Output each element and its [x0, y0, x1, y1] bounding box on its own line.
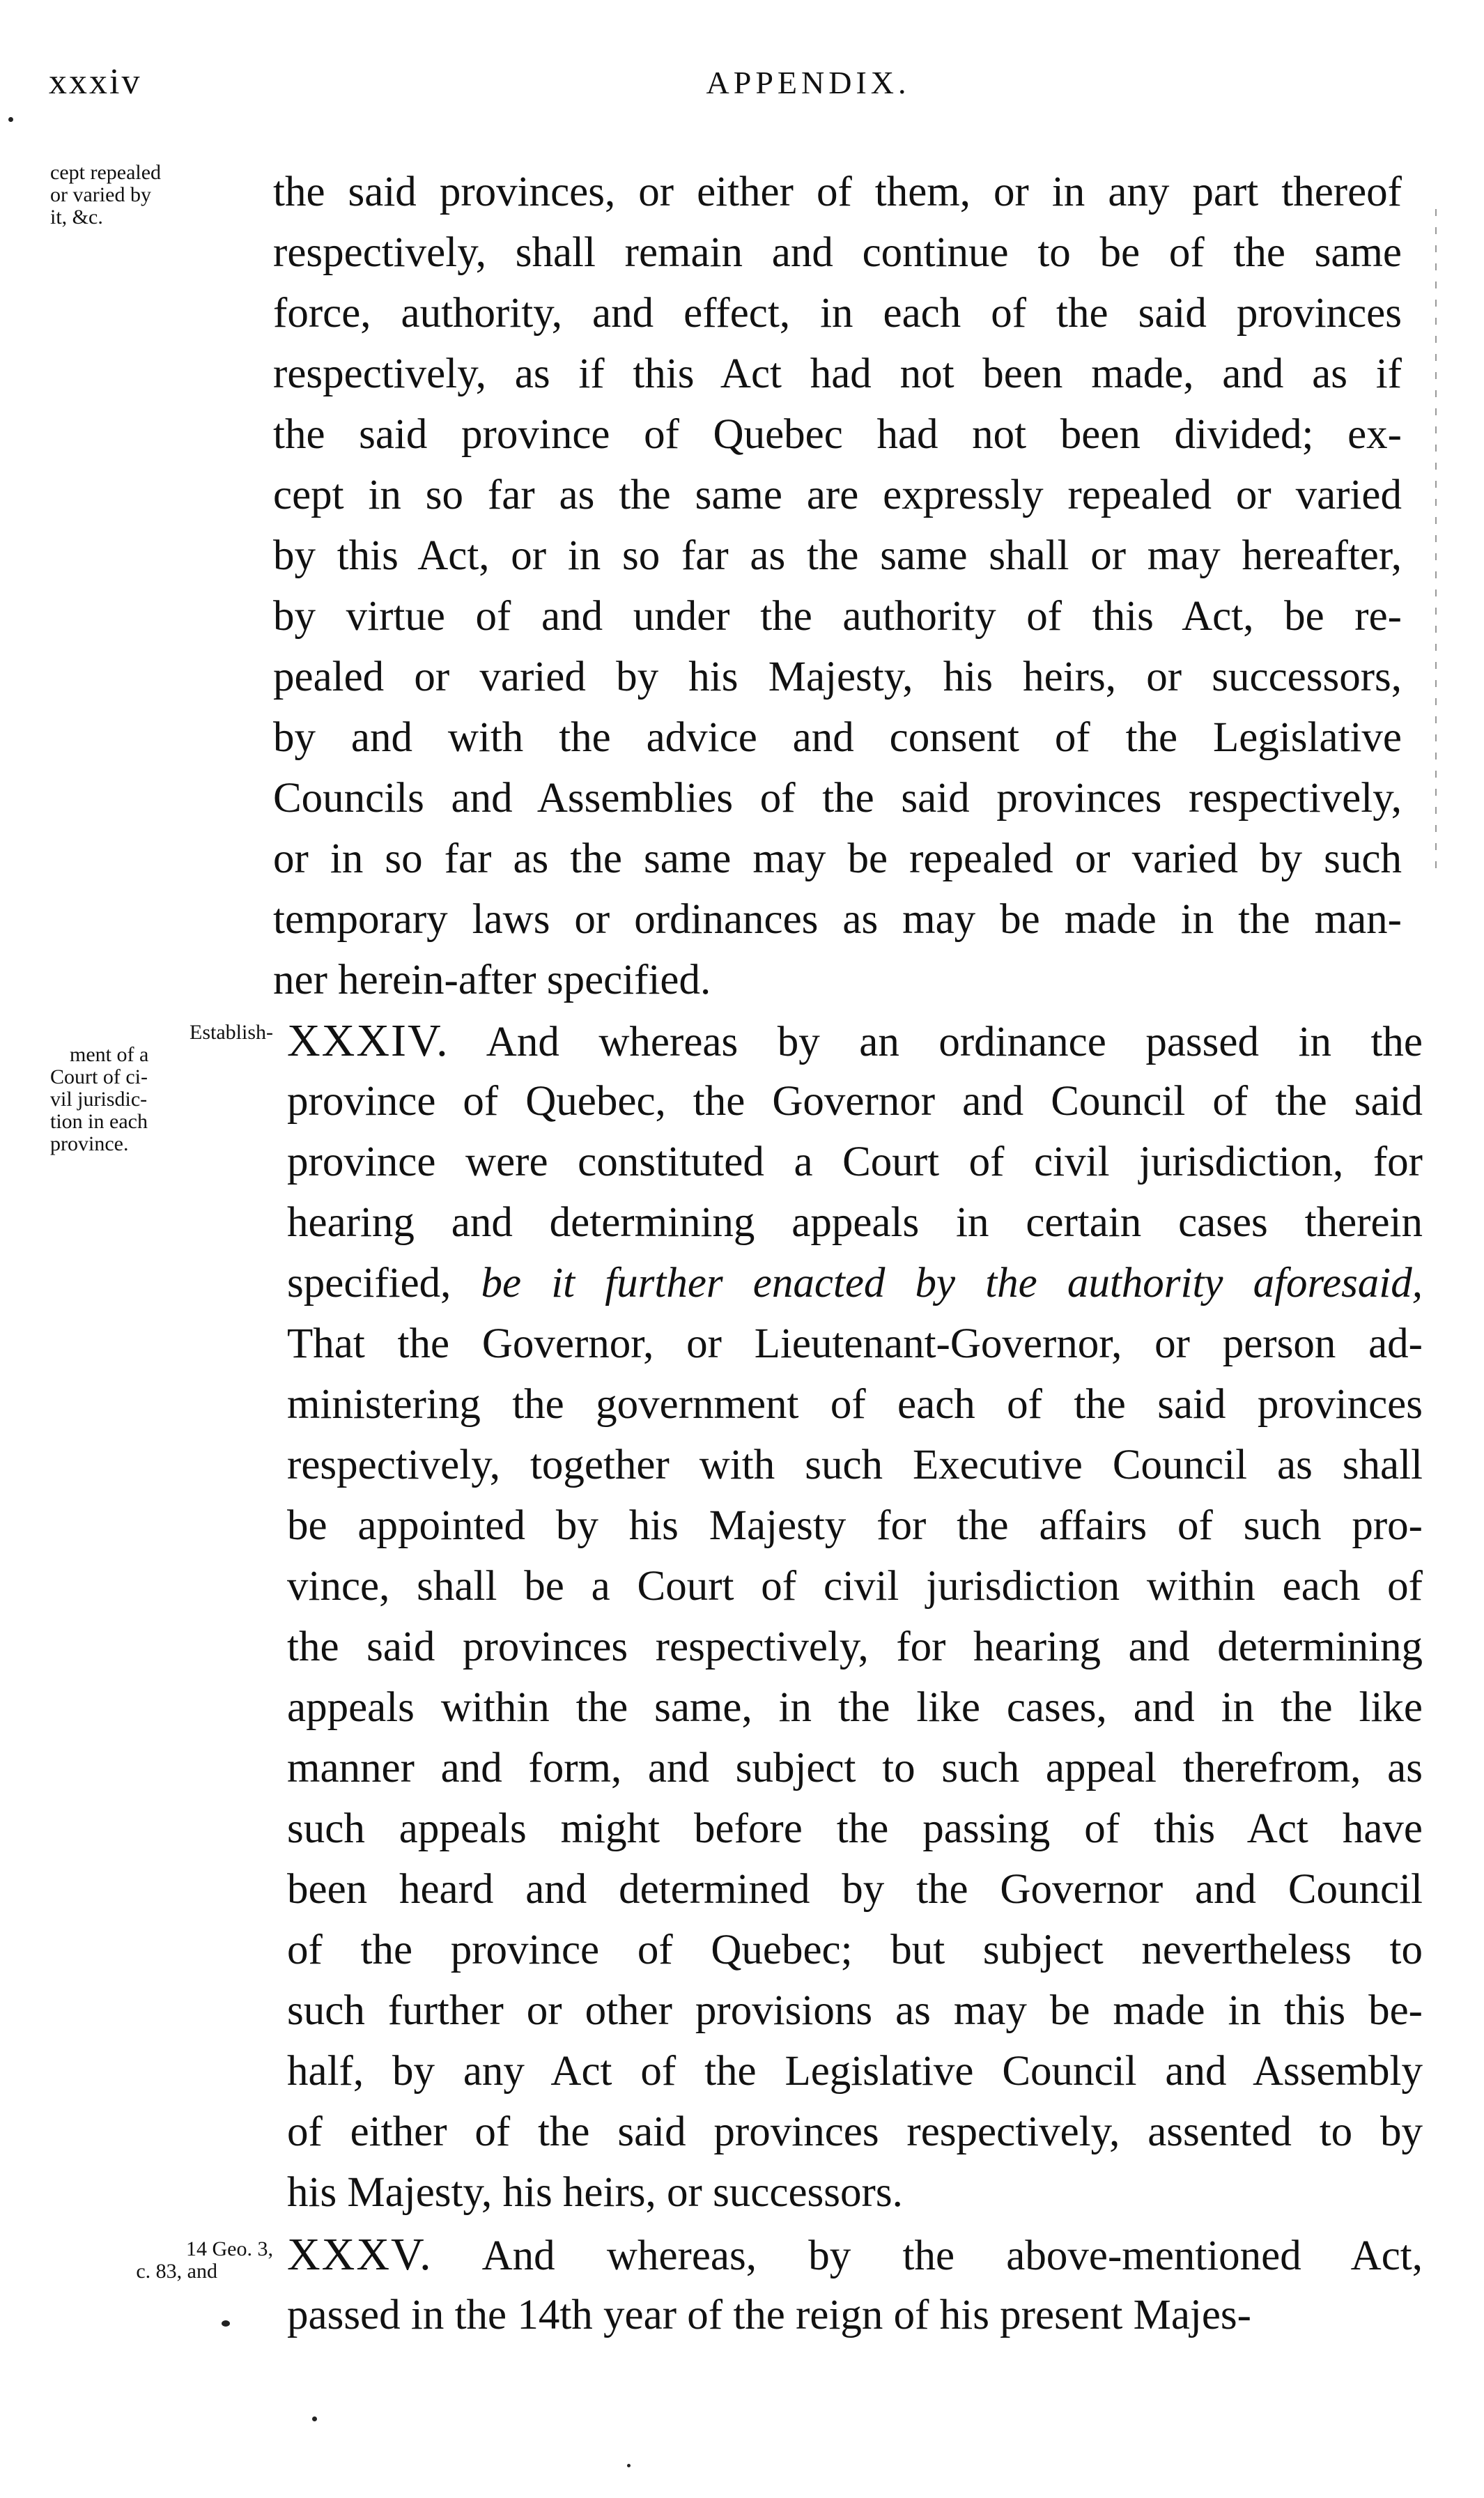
margin-note-line: vil jurisdic- [50, 1088, 148, 1111]
text-line: pealed or varied by his Majesty, his heirs, or successors, [273, 654, 1402, 700]
margin-note-line: Establish- [190, 1021, 273, 1044]
text-line: That the Governor, or Lieutenant-Governor, or person ad- [287, 1320, 1423, 1367]
text-span: And whereas by an ordinance passed in the [486, 1019, 1423, 1065]
text-line: appeals within the same, in the like cases, and in the like [287, 1684, 1423, 1731]
text-line: manner and form, and subject to such appeal therefrom, as [287, 1745, 1423, 1791]
text-line: or in so far as the same may be repealed or varied by such [273, 835, 1402, 882]
text-line: such appeals might before the passing of this Act have [287, 1805, 1423, 1852]
margin-note-line: Court of ci- [50, 1065, 148, 1088]
margin-note-line: 14 Geo. 3, [186, 2237, 273, 2260]
text-line: the said provinces respectively, for hearing and determining [287, 1624, 1423, 1670]
text-line: half, by any Act of the Legislative Council and Assembly [287, 2048, 1423, 2095]
text-line: force, authority, and effect, in each of the said provinces [273, 290, 1402, 337]
text-line: ner herein-after specified. [273, 957, 711, 1003]
ink-speck [627, 2464, 631, 2467]
text-line [287, 1256, 1423, 1311]
text-line: of the province of Quebec; but subject nevertheless to [287, 1927, 1423, 1973]
margin-note-line: tion in each [50, 1110, 148, 1133]
text-line: be appointed by his Majesty for the affairs of such pro- [287, 1502, 1423, 1549]
text-line: passed in the 14th year of the reign of his present Majes- [287, 2292, 1251, 2338]
text-line: hearing and determining appeals in certain cases therein [287, 1199, 1423, 1246]
text-line [287, 1013, 1423, 1070]
text-line: province were constituted a Court of civil jurisdiction, for [287, 1139, 1423, 1185]
section-number: XXXV. [287, 2229, 433, 2280]
page-number: xxxiv [49, 62, 142, 102]
text-line: respectively, as if this Act had not been made, and as if [273, 350, 1402, 397]
ink-speck [312, 2416, 317, 2421]
text-line: of either of the said provinces respectively, assented to by [287, 2108, 1423, 2155]
margin-note-line: it, &c. [50, 206, 103, 229]
text-span: specified, [287, 1260, 451, 1306]
text-line [287, 2227, 1423, 2284]
text-line: been heard and determined by the Governor and Council [287, 1866, 1423, 1913]
text-line: vince, shall be a Court of civil jurisdiction within each of [287, 1563, 1423, 1610]
text-line: province of Quebec, the Governor and Council of the said [287, 1078, 1423, 1125]
margin-note-line: or varied by [50, 183, 151, 206]
text-line: by virtue of and under the authority of this Act, be re- [273, 593, 1402, 640]
text-line: cept in so far as the same are expressly repealed or varied [273, 472, 1402, 518]
text-span: And whereas, by the above-mentioned Act, [481, 2233, 1423, 2279]
margin-note-line: c. 83, and [136, 2260, 217, 2283]
margin-note-line: ment of a [70, 1043, 149, 1066]
text-line: his Majesty, his heirs, or successors. [287, 2169, 903, 2216]
text-line: by this Act, or in so far as the same shall or may hereafter, [273, 532, 1402, 579]
text-line: the said provinces, or either of them, or in any part thereof [273, 169, 1402, 215]
ink-speck [8, 117, 13, 122]
margin-note-line: cept repealed [50, 161, 162, 184]
text-line: respectively, together with such Executive Council as shall [287, 1442, 1423, 1488]
text-line: respectively, shall remain and continue to be of the same [273, 229, 1402, 276]
text-line: by and with the advice and consent of the Legislative [273, 714, 1402, 761]
running-head [49, 61, 1442, 117]
gutter-show-through [1435, 209, 1437, 878]
section-number: XXXIV. [287, 1015, 449, 1066]
text-line: the said province of Quebec had not been divided; ex- [273, 411, 1402, 458]
text-line: ministering the government of each of the said provinces [287, 1381, 1423, 1428]
text-line: Councils and Assemblies of the said provinces respectively, [273, 775, 1402, 822]
text-line: temporary laws or ordinances as may be made in the man- [273, 896, 1402, 943]
page-title: APPENDIX. [706, 65, 911, 100]
text-line: such further or other provisions as may be made in this be- [287, 1987, 1423, 2034]
italic-enacting-clause: be it further enacted by the authority aforesaid, [481, 1260, 1423, 1306]
ink-speck [222, 2320, 230, 2327]
margin-note-line: province. [50, 1132, 129, 1155]
